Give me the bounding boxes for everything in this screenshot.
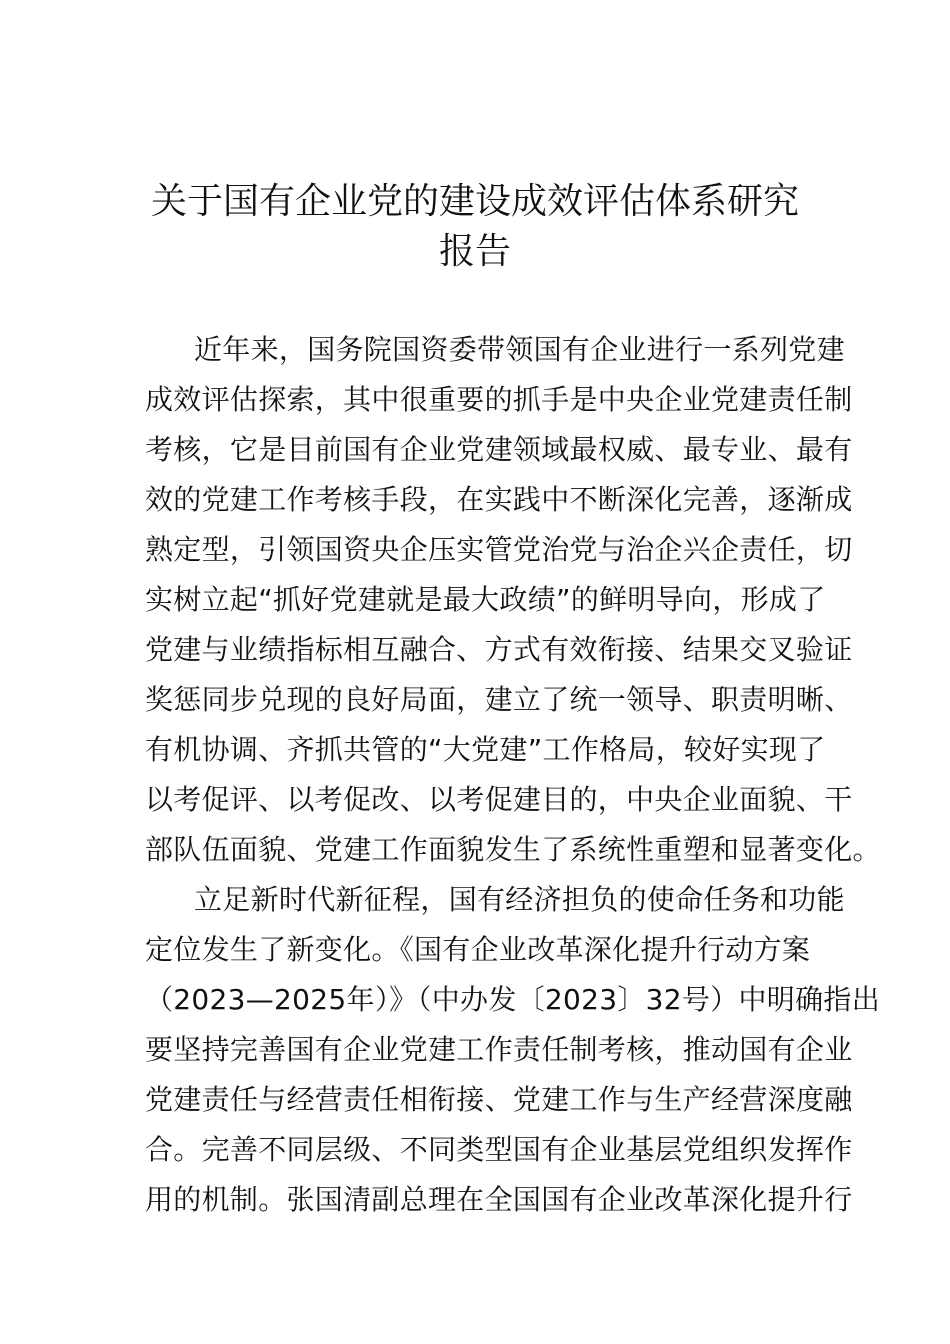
paragraph-1-line-10: 以考促评、以考促改、以考促建目的，中央企业面貌、干 bbox=[145, 783, 853, 816]
paragraph-1-line-4: 效的党建工作考核手段，在实践中不断深化完善，逐渐成 bbox=[145, 483, 853, 516]
paragraph-1-line-3: 考核，它是目前国有企业党建领域最权威、最专业、最有 bbox=[145, 433, 853, 466]
paragraph-2-line-7: 用的机制。张国清副总理在全国国有企业改革深化提升行 bbox=[145, 1183, 853, 1216]
paragraph-1-line-7: 党建与业绩指标相互融合、方式有效衔接、结果交叉验证 bbox=[145, 633, 853, 666]
paragraph-1-line-8: 奖惩同步兑现的良好局面，建立了统一领导、职责明晰、 bbox=[145, 683, 853, 716]
paragraph-2-line-5: 党建责任与经营责任相衔接、党建工作与生产经营深度融 bbox=[145, 1083, 853, 1116]
paragraph-1-line-11: 部队伍面貌、党建工作面貌发生了系统性重塑和显著变化。 bbox=[145, 833, 881, 866]
document-title-line-2: 报告 bbox=[438, 231, 511, 272]
paragraph-2-line-4: 要坚持完善国有企业党建工作责任制考核，推动国有企业 bbox=[145, 1033, 853, 1066]
paragraph-2-line-1: 立足新时代新征程，国有经济担负的使命任务和功能 bbox=[194, 883, 845, 916]
paragraph-2-line-6: 合。完善不同层级、不同类型国有企业基层党组织发挥作 bbox=[145, 1133, 853, 1166]
paragraph-1-line-2: 成效评估探索，其中很重要的抓手是中央企业党建责任制 bbox=[145, 383, 853, 416]
paragraph-2-line-3: （2023—2025年）》（中办发〔2023〕32号）中明确指出 bbox=[145, 983, 881, 1016]
paragraph-1-line-1: 近年来，国务院国资委带领国有企业进行一系列党建 bbox=[194, 333, 845, 366]
document-title-line-1: 关于国有企业党的建设成效评估体系研究 bbox=[150, 181, 799, 222]
paragraph-1-line-6: 实树立起“抓好党建就是最大政绩”的鲜明导向，形成了 bbox=[145, 583, 826, 616]
paragraph-1-line-9: 有机协调、齐抓共管的“大党建”工作格局，较好实现了 bbox=[145, 733, 826, 766]
paragraph-2-line-2: 定位发生了新变化。《国有企业改革深化提升行动方案 bbox=[145, 933, 811, 966]
paragraph-1-line-5: 熟定型，引领国资央企压实管党治党与治企兴企责任，切 bbox=[145, 533, 853, 566]
